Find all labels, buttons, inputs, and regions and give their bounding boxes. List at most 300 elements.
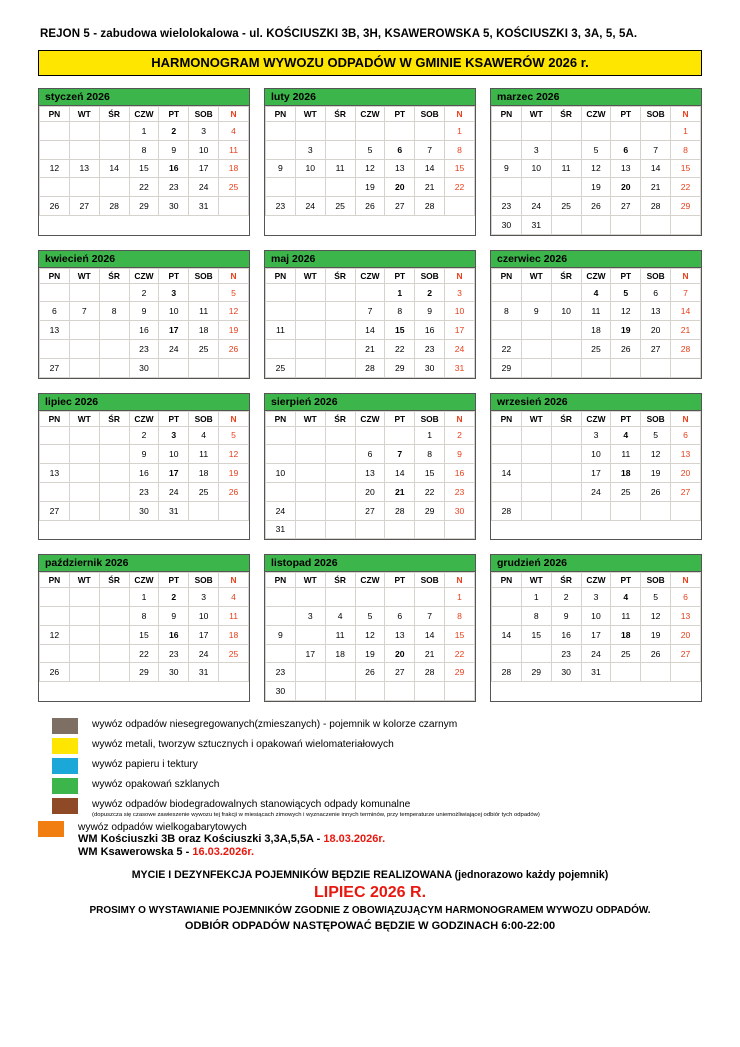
calendar-day-cell: 28 xyxy=(99,663,129,682)
calendar-empty-cell xyxy=(219,358,249,377)
calendar-day-cell: 29 xyxy=(129,197,159,216)
calendar-day-cell: 30 xyxy=(492,215,522,234)
calendar-empty-cell xyxy=(295,283,325,302)
calendar-day-cell: 31 xyxy=(521,215,551,234)
month-card xyxy=(264,250,476,379)
calendar-empty-cell xyxy=(521,122,551,141)
calendar-day-cell: 19 xyxy=(295,340,325,359)
calendar-day-cell: 3 xyxy=(581,588,611,607)
calendar-day-cell: 2 xyxy=(415,283,445,302)
calendar-day-cell: 24 xyxy=(521,197,551,216)
calendar-day-cell: 16 xyxy=(129,321,159,340)
calendar-day-cell: 22 xyxy=(99,340,129,359)
calendar-empty-cell xyxy=(325,426,355,445)
calendar-week-row xyxy=(40,283,249,302)
calendar-day-cell: 10 xyxy=(266,464,296,483)
calendar-day-cell: 18 xyxy=(219,159,249,178)
calendar-empty-cell xyxy=(40,283,70,302)
calendar-day-cell: 23 xyxy=(159,178,189,197)
weekday-header: N xyxy=(219,573,249,588)
calendar-empty-cell xyxy=(219,197,249,216)
calendar-day-cell: 29 xyxy=(99,501,129,520)
calendar-empty-cell xyxy=(611,663,641,682)
legend-row xyxy=(52,738,702,754)
weekday-header: CZW xyxy=(581,268,611,283)
calendar-day-cell: 4 xyxy=(189,283,219,302)
page-title: HARMONOGRAM WYWOZU ODPADÓW W GMINIE KSAWERÓW 2026 r. xyxy=(38,50,702,76)
calendar-week-row xyxy=(40,644,249,663)
calendar-empty-cell xyxy=(581,501,611,520)
calendar-week-row xyxy=(40,197,249,216)
calendar-empty-cell xyxy=(445,520,475,539)
month-card xyxy=(38,554,250,702)
calendar-day-cell: 5 xyxy=(219,426,249,445)
weekday-header: WT xyxy=(521,268,551,283)
weekday-header: PN xyxy=(266,268,296,283)
calendar-empty-cell xyxy=(671,358,701,377)
calendar-week-row xyxy=(40,358,249,377)
calendar-day-cell: 21 xyxy=(99,644,129,663)
weekday-header: PT xyxy=(611,268,641,283)
calendar-empty-cell xyxy=(325,588,355,607)
calendar-day-cell: 25 xyxy=(266,358,296,377)
calendar-empty-cell xyxy=(581,215,611,234)
month-card xyxy=(38,88,250,236)
calendar-empty-cell xyxy=(325,682,355,701)
calendar-day-cell: 15 xyxy=(99,464,129,483)
calendar-day-cell: 5 xyxy=(40,607,70,626)
month-calendar-table xyxy=(39,106,249,216)
calendar-day-cell: 12 xyxy=(355,159,385,178)
calendar-day-cell: 14 xyxy=(99,625,129,644)
calendar-day-cell: 3 xyxy=(581,426,611,445)
calendar-day-cell: 8 xyxy=(129,607,159,626)
calendar-day-cell: 2 xyxy=(266,140,296,159)
weekday-header: PT xyxy=(611,411,641,426)
calendar-day-cell: 1 xyxy=(385,283,415,302)
calendar-day-cell: 29 xyxy=(521,663,551,682)
calendar-day-cell: 8 xyxy=(385,302,415,321)
calendar-day-cell: 8 xyxy=(99,445,129,464)
weekday-header: N xyxy=(445,268,475,283)
calendar-day-cell: 15 xyxy=(415,464,445,483)
calendar-day-cell: 26 xyxy=(219,482,249,501)
weekday-header: CZW xyxy=(355,107,385,122)
weekday-header: PT xyxy=(159,107,189,122)
calendar-day-cell: 15 xyxy=(521,625,551,644)
calendar-day-cell: 26 xyxy=(355,663,385,682)
calendar-empty-cell xyxy=(445,197,475,216)
weekday-header: N xyxy=(219,107,249,122)
calendar-day-cell: 14 xyxy=(415,625,445,644)
month-title: kwiecień 2026 xyxy=(39,251,249,268)
calendar-day-cell: 21 xyxy=(641,178,671,197)
calendar-day-cell: 9 xyxy=(521,302,551,321)
calendar-day-cell: 5 xyxy=(355,607,385,626)
calendar-empty-cell xyxy=(581,358,611,377)
weekday-header: WT xyxy=(521,411,551,426)
footer-line-4: ODBIÓR ODPADÓW NASTĘPOWAĆ BĘDZIE W GODZINACH 6:00-22:00 xyxy=(184,919,556,932)
calendar-empty-cell xyxy=(492,426,522,445)
calendar-day-cell: 20 xyxy=(69,644,99,663)
calendar-day-cell: 13 xyxy=(671,445,701,464)
calendar-day-cell: 14 xyxy=(69,464,99,483)
calendar-week-row xyxy=(492,140,701,159)
calendar-day-cell: 23 xyxy=(551,482,581,501)
calendar-day-cell: 20 xyxy=(40,340,70,359)
calendar-day-cell: 22 xyxy=(129,178,159,197)
calendar-day-cell: 5 xyxy=(641,426,671,445)
calendar-day-cell: 2 xyxy=(551,588,581,607)
calendar-day-cell: 9 xyxy=(159,140,189,159)
calendar-day-cell: 25 xyxy=(295,501,325,520)
calendar-day-cell: 9 xyxy=(159,607,189,626)
weekday-header: PN xyxy=(40,107,70,122)
calendar-day-cell: 23 xyxy=(266,197,296,216)
calendar-day-cell: 18 xyxy=(581,321,611,340)
weekday-header: PT xyxy=(611,573,641,588)
calendar-day-cell: 7 xyxy=(492,445,522,464)
calendar-day-cell: 24 xyxy=(159,482,189,501)
brown-swatch-icon xyxy=(52,798,78,814)
calendar-day-cell: 24 xyxy=(295,663,325,682)
calendar-day-cell: 20 xyxy=(385,178,415,197)
calendar-day-cell: 3 xyxy=(189,122,219,141)
calendar-day-cell: 12 xyxy=(355,625,385,644)
calendar-day-cell: 31 xyxy=(581,663,611,682)
calendar-week-row xyxy=(492,464,701,483)
calendar-day-cell: 6 xyxy=(385,140,415,159)
weekday-header: SOB xyxy=(415,411,445,426)
weekday-header: ŚR xyxy=(99,107,129,122)
calendar-day-cell: 5 xyxy=(581,140,611,159)
calendar-empty-cell xyxy=(611,122,641,141)
calendar-day-cell: 28 xyxy=(671,340,701,359)
calendar-empty-cell xyxy=(385,426,415,445)
calendar-week-row xyxy=(492,178,701,197)
calendar-empty-cell xyxy=(611,215,641,234)
weekday-header: CZW xyxy=(129,573,159,588)
calendar-day-cell: 22 xyxy=(445,644,475,663)
weekday-header: WT xyxy=(295,573,325,588)
calendar-day-cell: 30 xyxy=(159,663,189,682)
calendar-day-cell: 21 xyxy=(492,482,522,501)
calendar-day-cell: 23 xyxy=(129,482,159,501)
calendar-day-cell: 27 xyxy=(40,358,70,377)
calendar-day-cell: 6 xyxy=(69,140,99,159)
calendar-day-cell: 4 xyxy=(581,283,611,302)
calendar-day-cell: 16 xyxy=(415,321,445,340)
calendar-day-cell: 7 xyxy=(671,283,701,302)
calendar-empty-cell xyxy=(581,122,611,141)
month-card xyxy=(38,250,250,379)
month-title: lipiec 2026 xyxy=(39,394,249,411)
weekday-header: PT xyxy=(385,268,415,283)
calendar-day-cell: 23 xyxy=(521,340,551,359)
calendar-empty-cell xyxy=(295,520,325,539)
calendar-day-cell: 8 xyxy=(445,607,475,626)
weekday-header: WT xyxy=(69,411,99,426)
calendar-day-cell: 17 xyxy=(189,159,219,178)
weekday-header: WT xyxy=(69,268,99,283)
weekday-header: ŚR xyxy=(325,268,355,283)
calendar-day-cell: 16 xyxy=(266,644,296,663)
calendar-day-cell: 27 xyxy=(671,482,701,501)
calendar-day-cell: 24 xyxy=(581,482,611,501)
calendar-day-cell: 3 xyxy=(266,445,296,464)
calendar-empty-cell xyxy=(189,501,219,520)
calendar-day-cell: 20 xyxy=(325,340,355,359)
calendar-day-cell: 12 xyxy=(641,445,671,464)
calendar-day-cell: 14 xyxy=(671,302,701,321)
calendar-day-cell: 14 xyxy=(385,464,415,483)
calendar-day-cell: 21 xyxy=(671,321,701,340)
calendar-day-cell: 24 xyxy=(295,197,325,216)
calendar-day-cell: 3 xyxy=(295,607,325,626)
calendar-empty-cell xyxy=(385,682,415,701)
calendar-day-cell: 3 xyxy=(445,283,475,302)
calendar-week-row xyxy=(492,588,701,607)
month-title: sierpień 2026 xyxy=(265,394,475,411)
calendar-week-row xyxy=(266,340,475,359)
calendar-day-cell: 17 xyxy=(159,464,189,483)
calendar-day-cell: 25 xyxy=(611,482,641,501)
calendar-day-cell: 16 xyxy=(551,464,581,483)
calendar-week-row xyxy=(266,682,475,701)
calendar-empty-cell xyxy=(325,122,355,141)
calendar-day-cell: 25 xyxy=(219,644,249,663)
calendar-day-cell: 6 xyxy=(325,302,355,321)
calendar-week-row xyxy=(492,445,701,464)
calendar-empty-cell xyxy=(355,682,385,701)
calendar-day-cell: 30 xyxy=(129,501,159,520)
calendar-day-cell: 13 xyxy=(385,625,415,644)
calendar-empty-cell xyxy=(266,283,296,302)
legend-row xyxy=(52,758,702,774)
weekday-header: CZW xyxy=(581,573,611,588)
calendar-week-row xyxy=(266,625,475,644)
calendar-day-cell: 9 xyxy=(129,302,159,321)
calendar-day-cell: 11 xyxy=(219,140,249,159)
footer-line-3: PROSIMY O WYSTAWIANIE POJEMNIKÓW ZGODNIE Z OBOWIĄZUJĄCYM HARMONOGRAMEM WYWOZU ODPADÓW. xyxy=(89,904,651,916)
calendar-day-cell: 15 xyxy=(492,321,522,340)
calendar-day-cell: 9 xyxy=(266,625,296,644)
weekday-header: WT xyxy=(69,573,99,588)
calendar-day-cell: 11 xyxy=(325,625,355,644)
legend-row xyxy=(52,778,702,794)
calendar-day-cell: 28 xyxy=(415,663,445,682)
weekday-header: SOB xyxy=(189,573,219,588)
calendar-day-cell: 13 xyxy=(641,302,671,321)
calendar-day-cell: 4 xyxy=(325,607,355,626)
calendar-day-cell: 23 xyxy=(415,340,445,359)
calendar-day-cell: 15 xyxy=(129,159,159,178)
weekday-header: CZW xyxy=(355,411,385,426)
calendar-day-cell: 26 xyxy=(355,197,385,216)
calendar-day-cell: 12 xyxy=(40,625,70,644)
calendar-week-row xyxy=(492,625,701,644)
calendar-day-cell: 29 xyxy=(521,501,551,520)
calendar-day-cell: 2 xyxy=(159,122,189,141)
weekday-header: ŚR xyxy=(99,268,129,283)
calendar-day-cell: 20 xyxy=(40,482,70,501)
calendar-day-cell: 23 xyxy=(445,482,475,501)
calendar-day-cell: 18 xyxy=(611,625,641,644)
calendar-empty-cell xyxy=(551,122,581,141)
calendar-day-cell: 6 xyxy=(385,607,415,626)
calendar-day-cell: 26 xyxy=(325,501,355,520)
calendar-day-cell: 10 xyxy=(581,607,611,626)
calendar-week-row xyxy=(40,588,249,607)
calendar-day-cell: 22 xyxy=(415,482,445,501)
calendar-day-cell: 18 xyxy=(219,625,249,644)
calendar-day-cell: 22 xyxy=(521,482,551,501)
calendar-empty-cell xyxy=(385,122,415,141)
calendar-day-cell: 21 xyxy=(415,178,445,197)
calendar-day-cell: 30 xyxy=(129,358,159,377)
calendar-empty-cell xyxy=(355,520,385,539)
calendar-day-cell: 30 xyxy=(266,682,296,701)
calendar-empty-cell xyxy=(355,283,385,302)
calendar-day-cell: 15 xyxy=(99,321,129,340)
weekday-header: PT xyxy=(159,411,189,426)
calendar-empty-cell xyxy=(295,588,325,607)
weekday-header: SOB xyxy=(189,268,219,283)
calendar-day-cell: 9 xyxy=(129,445,159,464)
bulky-line-2: WM Ksawerowska 5 - 16.03.2026r. xyxy=(78,846,255,859)
calendar-day-cell: 27 xyxy=(325,358,355,377)
calendar-day-cell: 8 xyxy=(415,445,445,464)
calendar-day-cell: 12 xyxy=(641,607,671,626)
calendar-week-row xyxy=(266,122,475,141)
calendar-week-row xyxy=(266,520,475,539)
weekday-header: SOB xyxy=(415,573,445,588)
month-calendar-table xyxy=(265,411,475,540)
calendar-week-row xyxy=(40,607,249,626)
calendar-day-cell: 19 xyxy=(641,464,671,483)
calendar-day-cell: 4 xyxy=(325,140,355,159)
calendar-day-cell: 17 xyxy=(551,321,581,340)
calendar-day-cell: 3 xyxy=(551,283,581,302)
calendar-day-cell: 4 xyxy=(189,426,219,445)
legend-note: (dopuszcza się czasowe zawieszenie wywozu tej frakcji w miesiącach zimowych i wyznaczenie innych terminów, przy temperaturze uniemożliwiającej odbiór tych odpadów) xyxy=(92,811,540,818)
weekday-header: SOB xyxy=(189,411,219,426)
calendar-day-cell: 9 xyxy=(415,302,445,321)
weekday-header: PN xyxy=(40,573,70,588)
calendar-week-row xyxy=(40,501,249,520)
calendar-empty-cell xyxy=(551,358,581,377)
calendar-day-cell: 11 xyxy=(611,445,641,464)
weekday-header: PT xyxy=(385,411,415,426)
calendar-day-cell: 26 xyxy=(641,644,671,663)
calendar-week-row xyxy=(266,607,475,626)
calendar-day-cell: 5 xyxy=(219,283,249,302)
calendar-day-cell: 16 xyxy=(521,321,551,340)
calendar-empty-cell xyxy=(671,663,701,682)
calendar-empty-cell xyxy=(385,588,415,607)
calendar-day-cell: 6 xyxy=(69,607,99,626)
weekday-header: SOB xyxy=(189,107,219,122)
calendar-week-row xyxy=(40,321,249,340)
calendar-day-cell: 4 xyxy=(611,426,641,445)
calendar-day-cell: 13 xyxy=(40,464,70,483)
calendar-day-cell: 14 xyxy=(492,464,522,483)
calendar-empty-cell xyxy=(415,682,445,701)
legend-label: wywóz odpadów niesegregowanych(zmieszanych) - pojemnik w kolorze czarnym xyxy=(92,718,458,730)
calendar-empty-cell xyxy=(641,663,671,682)
weekday-header: ŚR xyxy=(551,107,581,122)
weekday-header: SOB xyxy=(641,107,671,122)
calendar-week-row xyxy=(266,445,475,464)
legend-label: wywóz odpadów biodegradowalnych stanowiących odpady komunalne xyxy=(92,798,411,810)
calendar-week-row xyxy=(266,197,475,216)
calendar-week-row xyxy=(266,178,475,197)
calendar-day-cell: 23 xyxy=(266,663,296,682)
calendar-week-row xyxy=(266,302,475,321)
calendar-empty-cell xyxy=(641,501,671,520)
calendar-week-row xyxy=(492,215,701,234)
weekday-header: SOB xyxy=(641,573,671,588)
calendar-week-row xyxy=(266,140,475,159)
calendar-day-cell: 25 xyxy=(325,663,355,682)
calendar-empty-cell xyxy=(671,501,701,520)
weekday-header: ŚR xyxy=(325,411,355,426)
month-title: listopad 2026 xyxy=(265,555,475,572)
calendar-empty-cell xyxy=(492,122,522,141)
calendar-day-cell: 26 xyxy=(581,197,611,216)
calendar-day-cell: 19 xyxy=(325,482,355,501)
calendar-day-cell: 26 xyxy=(611,340,641,359)
calendar-day-cell: 18 xyxy=(189,321,219,340)
month-calendar-table xyxy=(491,268,701,378)
calendar-day-cell: 6 xyxy=(40,445,70,464)
calendar-day-cell: 22 xyxy=(521,644,551,663)
calendar-week-row xyxy=(492,197,701,216)
bulky-waste-block xyxy=(38,821,702,859)
calendar-day-cell: 28 xyxy=(99,197,129,216)
calendar-day-cell: 6 xyxy=(641,283,671,302)
calendar-day-cell: 3 xyxy=(189,588,219,607)
calendar-day-cell: 31 xyxy=(445,358,475,377)
calendar-day-cell: 9 xyxy=(445,445,475,464)
weekday-header: N xyxy=(671,107,701,122)
weekday-header: N xyxy=(445,107,475,122)
calendar-day-cell: 22 xyxy=(671,178,701,197)
calendar-day-cell: 11 xyxy=(581,302,611,321)
calendar-day-cell: 26 xyxy=(641,482,671,501)
calendar-day-cell: 6 xyxy=(611,140,641,159)
weekday-header: PN xyxy=(40,268,70,283)
calendar-day-cell: 1 xyxy=(671,122,701,141)
calendar-empty-cell xyxy=(266,426,296,445)
calendar-day-cell: 15 xyxy=(521,464,551,483)
calendar-week-row xyxy=(40,426,249,445)
calendar-empty-cell xyxy=(99,122,129,141)
weekday-header: CZW xyxy=(355,268,385,283)
calendar-day-cell: 29 xyxy=(385,358,415,377)
calendar-day-cell: 10 xyxy=(159,445,189,464)
calendar-day-cell: 1 xyxy=(445,122,475,141)
calendar-empty-cell xyxy=(266,588,296,607)
calendar-week-row xyxy=(492,122,701,141)
calendar-empty-cell xyxy=(415,588,445,607)
calendar-day-cell: 20 xyxy=(641,321,671,340)
blue-swatch-icon xyxy=(52,758,78,774)
calendar-day-cell: 26 xyxy=(295,358,325,377)
calendar-day-cell: 7 xyxy=(641,140,671,159)
calendar-day-cell: 30 xyxy=(521,358,551,377)
weekday-header: ŚR xyxy=(551,268,581,283)
